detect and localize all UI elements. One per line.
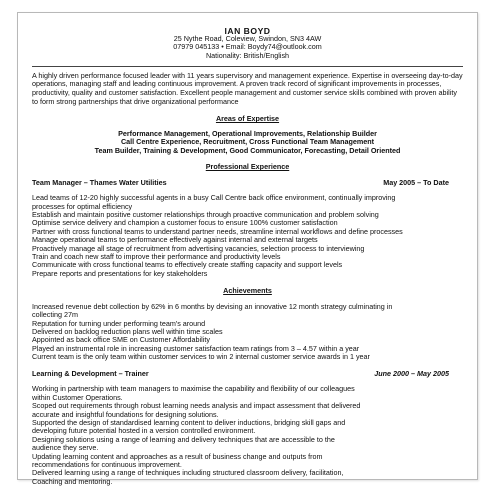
achievements-heading: Achievements — [223, 286, 272, 296]
duty-line: Manage operational teams to performance effectively against internal and external targets — [32, 235, 318, 245]
duty-line: audience they serve. — [32, 443, 99, 453]
duty-line: Lead teams of 12-20 highly successful agents in a busy Call Centre back office environment, continually improving — [32, 193, 396, 203]
job-duties — [32, 194, 463, 278]
contact-line: 07979 045133 • Email: Boydy74@outlook.com — [173, 42, 322, 52]
resume-document — [17, 12, 478, 486]
duty-line: Proactively manage all stage of recruitment from advertising vacancies, selection process to interviewing — [32, 243, 365, 253]
duty-line: Updating learning content and approaches as a result of business change and outputs from — [32, 451, 323, 461]
duty-line: Optimise service delivery and champion a customer focus to ensure 100% customer satisfaction — [32, 218, 338, 228]
duty-line: processes for optimal efficiency — [32, 201, 133, 211]
duty-line: Coaching and mentoring. — [32, 476, 113, 486]
duty-line: Scoped out requirements through robust learning needs analysis and impact assessment that delivered — [32, 401, 361, 411]
achievement-line: Reputation for turning under performing team's around — [32, 318, 206, 328]
achievement-line: Delivered on backlog reduction plans well within time scales — [32, 327, 223, 337]
duty-line: within Customer Operations. — [32, 392, 123, 402]
achievement-line: Played an instrumental role in increasing customer satisfaction team ratings from 3 – 4.57 within a year — [32, 343, 360, 353]
resume-content — [32, 27, 463, 486]
duty-line: Working in partnership with team managers to maximise the capability and flexibility of our colleagues — [32, 384, 355, 394]
achievements-list — [32, 303, 463, 362]
job-duties — [32, 385, 463, 486]
duty-line: Designing solutions using a range of learning and delivery techniques that are accessible to the — [32, 434, 335, 444]
duty-line: Supported the design of standardised learning content to deliver inductions, bridging skill gaps and — [32, 417, 346, 427]
header-divider — [32, 66, 463, 67]
job-title: Team Manager – Thames Water Utilities — [32, 177, 167, 187]
duty-line: Partner with cross functional teams to understand partner needs, streamline internal workflows and define processes — [32, 226, 403, 236]
duty-line: recommendations for continuous improvement. — [32, 459, 182, 469]
candidate-name: IAN BOYD — [224, 26, 271, 36]
duty-line: accurate and insightful foundations for designing solutions. — [32, 409, 219, 419]
duty-line: Train and coach new staff to improve their performance and productivity levels — [32, 252, 281, 262]
experience-heading: Professional Experience — [205, 162, 290, 171]
duty-line: Establish and maintain positive customer relationships through proactive communication and problem solving — [32, 210, 379, 219]
expertise-line: Team Builder, Training & Development, Good Communicator, Forecasting, Detail Oriented — [94, 145, 401, 155]
job-heading — [32, 179, 463, 188]
duty-line: Communicate with cross functional teams to effectively create staffing capacity and support levels — [32, 260, 343, 270]
expertise-list — [32, 130, 463, 155]
expertise-heading: Areas of Expertise — [215, 114, 280, 124]
job-dates: May 2005 – To Date — [383, 177, 449, 187]
duty-line: Delivered learning using a range of techniques including structured classroom delivery, facilitation, — [32, 468, 344, 478]
job-dates: June 2000 – May 2005 — [374, 368, 449, 378]
profile-summary: A highly driven performance focused leader with 11 years supervisory and management experience. Expertise in overseeing day-to-day operations, managing staff and leading continuous improvement. A proven track record of significant improvements in processes, productivity, quality and customer satisfaction. Excellent people management and customer service skills combined with proven ability to form strong partnerships that drive organizational performance — [32, 70, 463, 106]
duty-line: Prepare reports and presentations for key stakeholders — [32, 268, 208, 278]
duty-line: developing future potential hosted in a version controlled environment. — [32, 426, 256, 436]
expertise-line: Performance Management, Operational Improvements, Relationship Builder — [118, 128, 377, 138]
achievement-line: Appointed as back office SME on Customer Affordability — [32, 335, 210, 345]
job-title: Learning & Development – Trainer — [32, 368, 149, 378]
expertise-line: Call Centre Experience, Recruitment, Cross Functional Team Management — [120, 137, 375, 147]
nationality-line: Nationality: British/English — [205, 50, 290, 60]
achievement-line: Current team is the only team within customer services to win 2 internal customer service awards in 1 year — [32, 352, 370, 362]
job-heading — [32, 370, 463, 379]
achievement-line: Increased revenue debt collection by 62% in 6 months by devising an innovative 12 month strategy culminating in — [32, 301, 393, 311]
contact-header — [32, 27, 463, 60]
achievement-line: collecting 27m — [32, 310, 78, 320]
address-line: 25 Nythe Road, Coleview, Swindon, SN3 4AW — [173, 34, 322, 44]
